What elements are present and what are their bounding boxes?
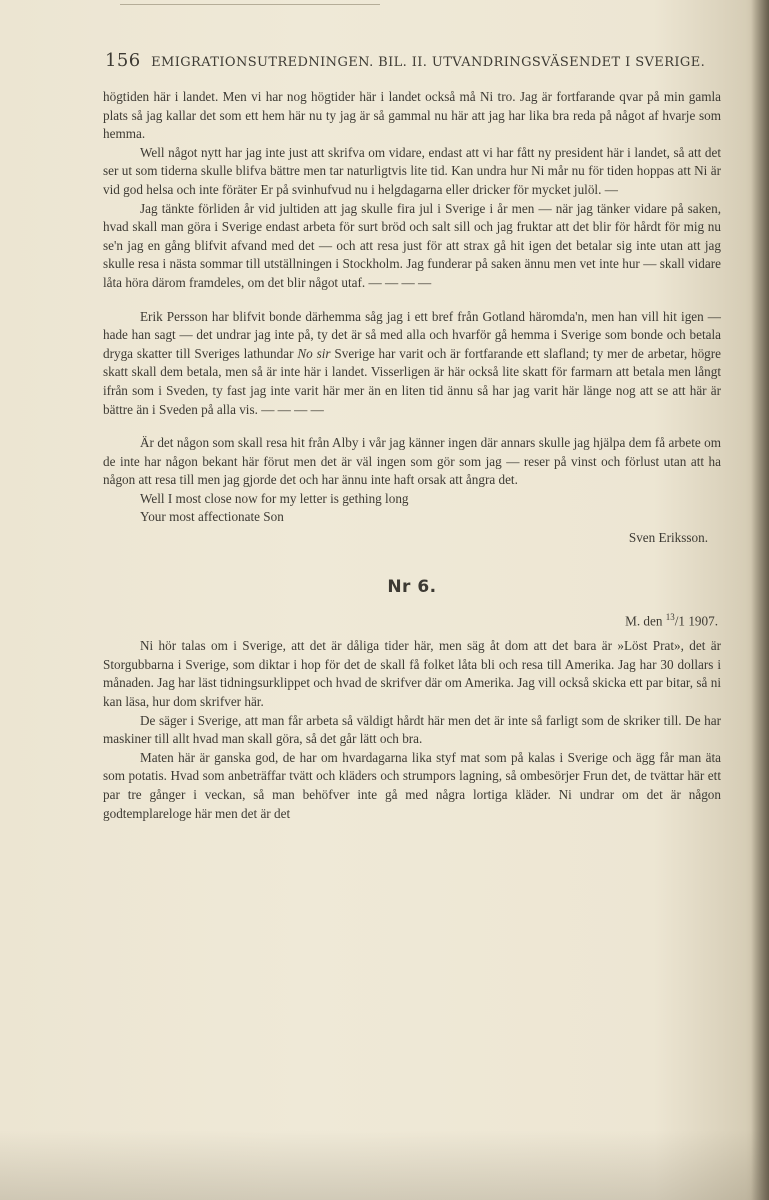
- paragraph: Well något nytt har jag inte just att skrifva om vidare, endast att vi har fått ny president här i landet, så att det ser ut som tiderna skulle blifva bättre men tar naturligtvis lite tid. Kan undra hur Ni mår nu för tiden hoppas att Ni är vid god helsa och inte föräter Er på svinhufvud nu i helgdagarna eller dricker för mycket julöl. —: [103, 144, 721, 197]
- date-prefix: M. den: [625, 613, 666, 629]
- closing-line: Your most affectionate Son: [140, 509, 284, 525]
- paragraph: De säger i Sverige, att man får arbeta så väldigt hårdt här men det är inte så farligt som de skriker till. De har maskiner till allt hvad man skall göra, så det går lätt och bra.: [103, 712, 721, 747]
- letter-date: [103, 608, 721, 631]
- signature: Sven Eriksson.: [628, 530, 708, 546]
- top-rule: [120, 4, 380, 5]
- italic-phrase: No sir: [297, 345, 331, 361]
- paragraph: Jag tänkte förliden år vid jultiden att jag skulle fira jul i Sverige i år men — när jag tänker vidare på saken, hvad skall man göra i Sverige endast arbeta för surt bröd och salt sill och jag fruktar att det blir för hårdt för mig nu se'n jag en gång blifvit afvand med det — och att resa just för att strax gå hit igen det betalar sig inte utan att jag skulle resa i nästa sommar till utställningen i Stockholm. Jag funderar på saken ännu men vet inte hur — skall vidare låta höra därom framdeles, om det blir något utaf. — — — —: [103, 200, 721, 290]
- paragraph-gap: [103, 293, 721, 308]
- text-run: Erik Persson har blifvit bonde därhemma såg jag i ett bref från Gotland häromda'n, men han vill hit igen — hade han sagt — det undrar jag inte på, ty det är så med alla och hvarför gå hemma i Sverige som bonde och betala dryga skatter till Sveriges lathundar: [103, 308, 721, 361]
- page-number: 156: [105, 50, 141, 71]
- paragraph: [103, 308, 721, 420]
- body-text: [103, 88, 721, 823]
- page-bottom-shade: [0, 1130, 769, 1200]
- date-year: 1907.: [685, 613, 718, 629]
- date-month: /1: [674, 613, 686, 629]
- paragraph: Är det någon som skall resa hit från Alby i vår jag känner ingen där annars skulle jag hjälpa dem få arbete om de inte har någon bekant här förut men det är väl ingen som gör som jag — reser på vinst och förlust utan att ha någon att resa till men jag gjorde det och har ännu inte haft orsak att ångra det.: [103, 435, 721, 488]
- paragraph: Ni hör talas om i Sverige, att det är dåliga tider här, men säg åt dom att det bara är »Löst Prat», det är Storgubbarna i Sverige, som diktar i hop för det de skall få folket låta bli och resa till Amerika. Jag har 30 dollars i månaden. Jag har läst tidningsurklippet och hvad de skrifver där om Amerika. Jag vill också skicka ett par bitar, så ni kan läsa, hur dom skrifver här.: [103, 638, 721, 710]
- closing-line: Well I most close now for my letter is gething long: [140, 490, 409, 506]
- date-day: 13: [665, 612, 675, 623]
- text-run: Sverige har varit och är fortfarande ett slafland; ty mer de arbetar, högre skatt skall dem betala, men så är inte här i landet. Visserligen är här också lite skatt för farmarn att betala men långt ifrån som i Sveden, ty fast jag inte varit här mer än en liten tid ännu så har jag varit här länge nog att se att här är bättre än i Sveden på alla vis. — — — —: [103, 345, 721, 417]
- page-shadow-edge: [751, 0, 769, 1200]
- running-header: [105, 50, 725, 71]
- paragraph: Maten här är ganska god, de har om hvardagarna lika styf mat som på kalas i Sverige och ägg får man äta som potatis. Hvad som anbeträffar tvätt och kläders och strumpors lagning, så ombesörjer Frun det, de tvättar här ett par tre gånger i veckan, så man behöfver inte gå med några lortiga kläder. Ni undrar om det är någon godtemplareloge här men det är det: [103, 749, 721, 821]
- running-title: EMIGRATIONSUTREDNINGEN. BIL. II. UTVANDRINGSVÄSENDET I SVERIGE.: [151, 55, 706, 70]
- letter-number-heading: Nr 6.: [387, 576, 437, 597]
- paragraph-gap: [103, 419, 721, 434]
- paragraph: högtiden här i landet. Men vi har nog högtider här i landet också må Ni tro. Jag är fortfarande qvar på min gamla plats så jag kallar det som ett hem här nu ty jag är så gammal nu här att jag har lika bra reda på något af hvarje som hemma.: [103, 89, 721, 142]
